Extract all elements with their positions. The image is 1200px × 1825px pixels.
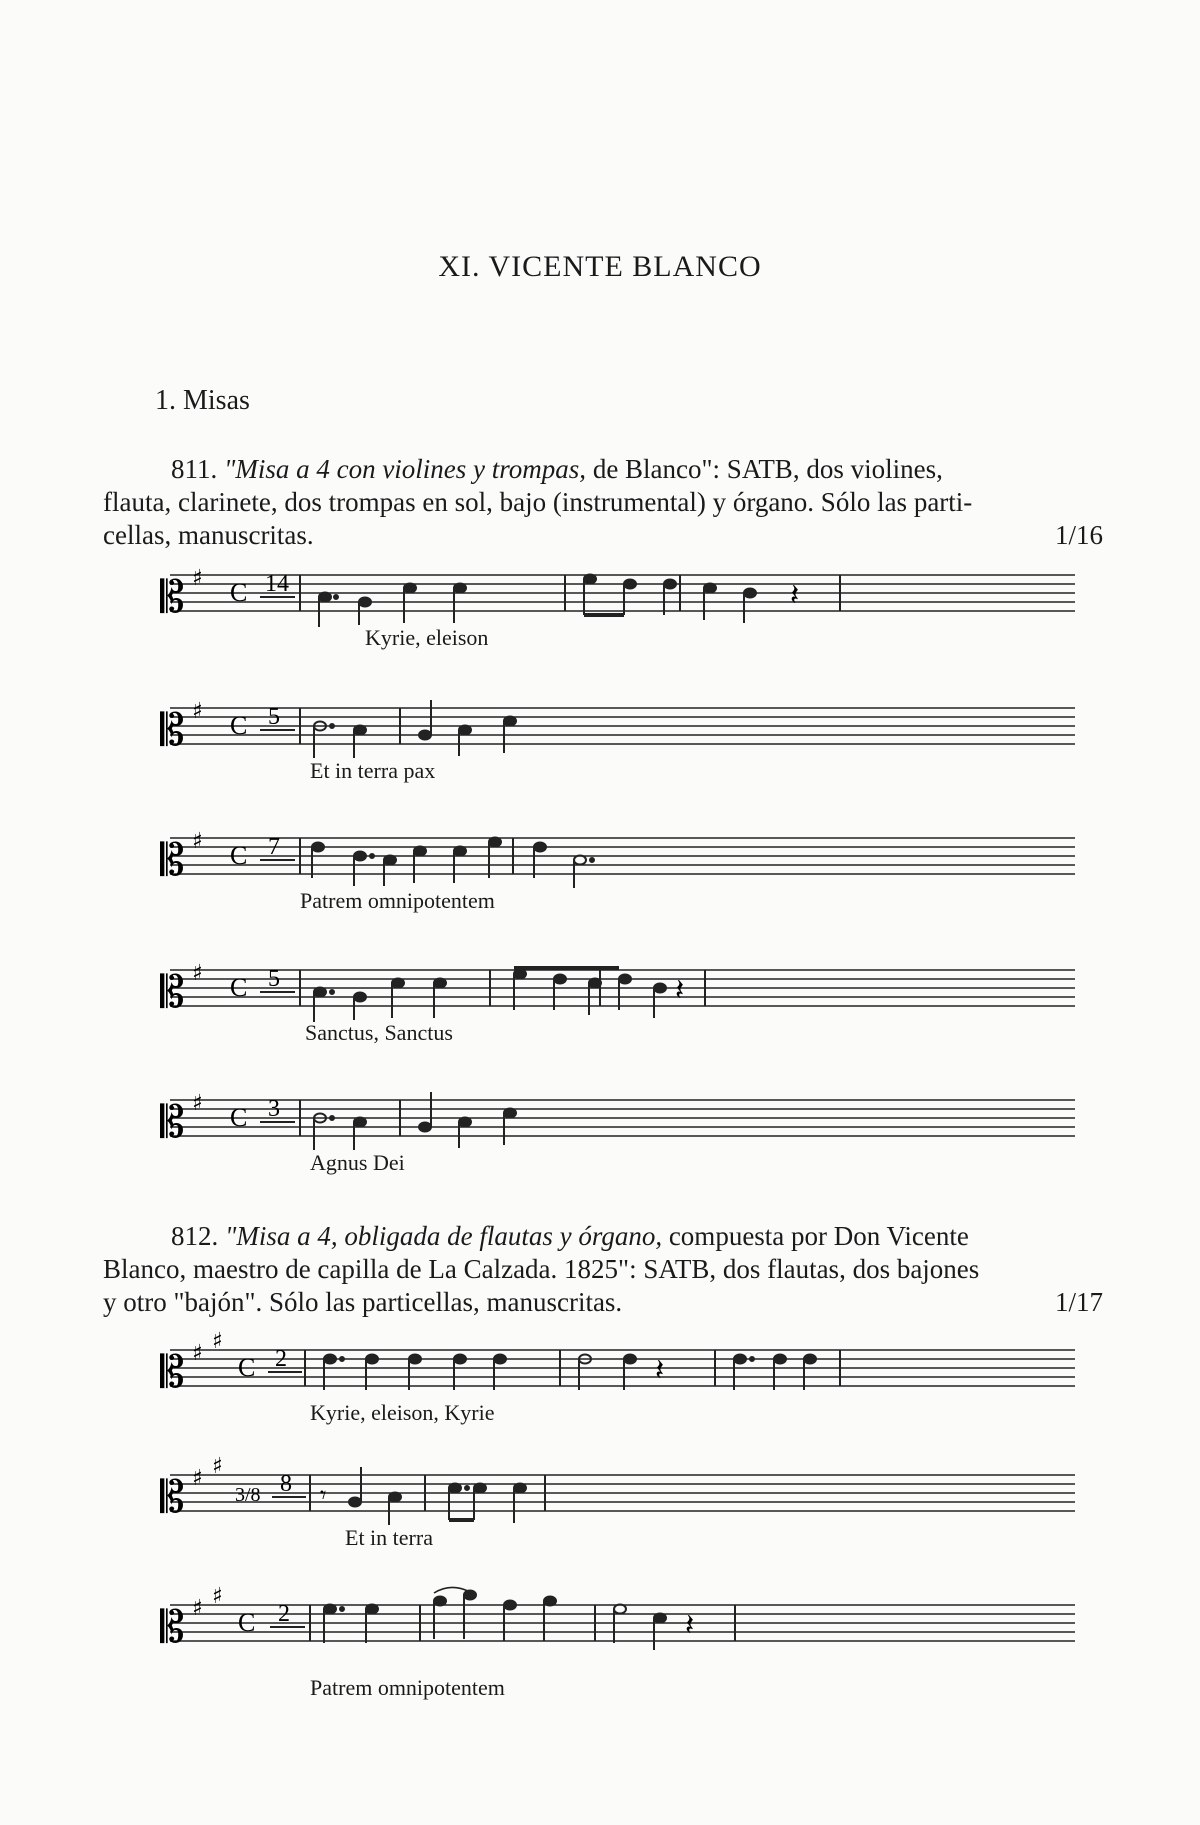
music-incipit: [150, 1090, 1075, 1175]
sharp-icon: ♯: [192, 829, 203, 854]
c-clef-icon: 𝄡: [160, 1472, 185, 1523]
measure-count: 5: [268, 966, 280, 992]
sharp-icon: ♯: [192, 1091, 203, 1116]
c-clef-icon: 𝄡: [160, 1097, 185, 1148]
entry-text: compuesta por Don Vicente: [662, 1221, 969, 1251]
sharp-icon: ♯: [192, 566, 203, 591]
music-incipit: [150, 960, 1075, 1045]
entry-text: Blanco, maestro de capilla de La Calzada. 1825": SATB, dos flautas, dos bajones: [103, 1254, 980, 1284]
entry-text: flauta, clarinete, dos trompas en sol, bajo (instrumental) y órgano. Sólo las parti-: [103, 487, 973, 517]
c-clef-icon: 𝄡: [160, 1602, 185, 1653]
music-incipit: [150, 1454, 1075, 1550]
rest-icon: 𝄾: [320, 1481, 327, 1509]
sharp-icon: ♯: [212, 1329, 223, 1354]
c-clef-icon: 𝄡: [160, 835, 185, 886]
sharp-icon: ♯: [192, 961, 203, 986]
entry-text: cellas, manuscritas.: [103, 520, 314, 550]
entry-number: 812.: [171, 1221, 219, 1251]
rest-icon: 𝄽: [685, 1608, 695, 1643]
incipit-lyric: Et in terra: [345, 1525, 433, 1550]
music-incipit: [150, 1584, 1075, 1700]
music-staff: [150, 1454, 1075, 1525]
music-staff: [150, 1090, 1075, 1150]
sharp-icon: ♯: [212, 1584, 223, 1609]
measure-count: 8: [280, 1471, 292, 1497]
time-signature: C: [230, 711, 248, 740]
time-signature: C: [230, 1103, 248, 1132]
rest-icon: 𝄽: [790, 578, 800, 613]
entry-title: "Misa a 4, obligada de flautas y órgano,: [225, 1221, 663, 1251]
staff-lines: [170, 575, 1075, 611]
music-staff: [150, 698, 1075, 758]
incipit-lyric: Kyrie, eleison, Kyrie: [310, 1400, 495, 1425]
section-heading: 1. Misas: [155, 385, 250, 416]
measure-count: 2: [275, 1346, 287, 1372]
music-staff: [150, 828, 1075, 888]
incipit-lyric: Kyrie, eleison: [365, 625, 489, 650]
c-clef-icon: 𝄡: [160, 1347, 185, 1398]
incipit-lyric: Patrem omnipotentem: [310, 1675, 505, 1700]
entry-text: de Blanco": SATB, dos violines,: [586, 454, 943, 484]
measure-count: 3: [268, 1096, 280, 1122]
entry-811: [103, 453, 1103, 552]
catalog-reference: 1/16: [1054, 520, 1103, 550]
rest-icon: 𝄽: [675, 973, 685, 1008]
entry-number: 811.: [171, 454, 218, 484]
sharp-icon: ♯: [192, 699, 203, 724]
measure-count: 14: [265, 571, 289, 597]
incipit-lyric: Patrem omnipotentem: [300, 888, 495, 913]
music-incipit: [150, 1329, 1075, 1425]
notes: [319, 575, 756, 628]
time-signature: 3/8: [235, 1484, 261, 1506]
entry-text: y otro "bajón". Sólo las particellas, manuscritas.: [103, 1287, 623, 1317]
sharp-icon: ♯: [212, 1454, 223, 1479]
sharp-icon: ♯: [192, 1341, 203, 1366]
time-signature: C: [230, 841, 248, 870]
music-staff: [150, 565, 1075, 625]
music-incipit: [150, 828, 1075, 913]
incipit-lyric: Sanctus, Sanctus: [305, 1020, 453, 1045]
time-signature: C: [238, 1353, 256, 1382]
incipit-lyric: Et in terra pax: [310, 758, 436, 783]
measure-count: 7: [268, 834, 280, 860]
entry-812: [103, 1220, 1103, 1319]
time-signature: C: [238, 1608, 256, 1637]
entry-title: "Misa a 4 con violines y trompas,: [224, 454, 587, 484]
time-signature: C: [230, 578, 248, 607]
c-clef-icon: 𝄡: [160, 967, 185, 1018]
chapter-title: XI. VICENTE BLANCO: [438, 250, 762, 283]
c-clef-icon: 𝄡: [160, 572, 185, 623]
measure-count: 2: [278, 1601, 290, 1627]
music-incipit: [150, 698, 1075, 783]
measure-count: 5: [268, 704, 280, 730]
sharp-icon: ♯: [192, 1596, 203, 1621]
incipit-lyric: Agnus Dei: [310, 1150, 405, 1175]
music-staff: [150, 1584, 1075, 1655]
music-staff: [150, 1329, 1075, 1400]
sharp-icon: ♯: [192, 1466, 203, 1491]
music-staff: [150, 960, 1075, 1020]
c-clef-icon: 𝄡: [160, 705, 185, 756]
rest-icon: 𝄽: [655, 1353, 665, 1388]
catalog-reference: 1/17: [1054, 1287, 1103, 1317]
time-signature: C: [230, 973, 248, 1002]
music-incipit: [150, 565, 1075, 650]
